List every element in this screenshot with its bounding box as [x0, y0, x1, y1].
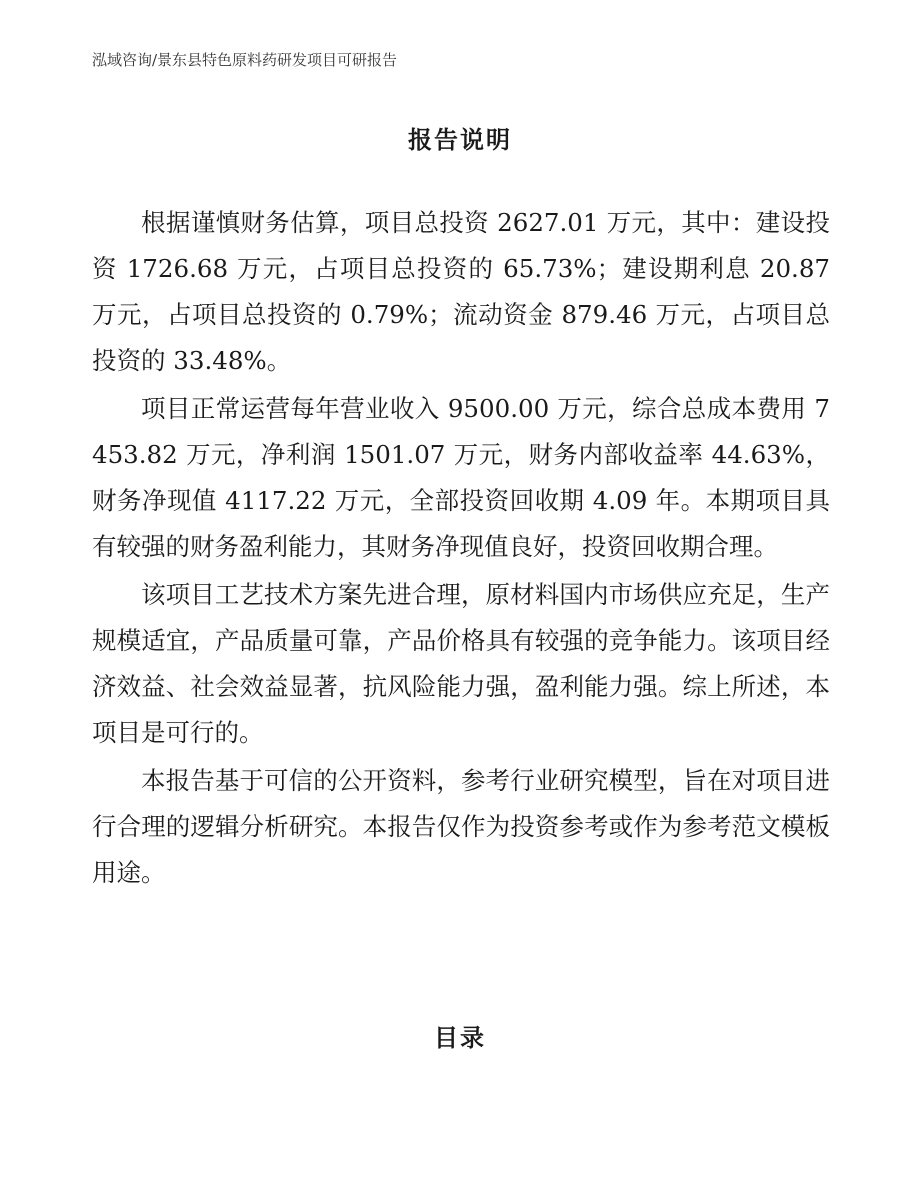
paragraph-disclaimer: 本报告基于可信的公开资料，参考行业研究模型，旨在对项目进行合理的逻辑分析研究。本报告仅作为投资参考或作为参考范文模板用途。 — [92, 766, 830, 887]
page-title: 报告说明 — [408, 126, 512, 154]
paragraph-investment: 根据谨慎财务估算，项目总投资 2627.01 万元，其中：建设投资 1726.68 万元，占项目总投资的 65.73%；建设期利息 20.87 万元，占项目总投资的 0.79%；流动资金 879.46 万元，占项目总投资的 33.48%。 — [92, 208, 830, 375]
toc-heading: 目录 — [434, 1024, 486, 1052]
document-header: 泓域咨询/景东县特色原料药研发项目可研报告 — [92, 51, 398, 69]
paragraph-feasibility: 该项目工艺技术方案先进合理，原材料国内市场供应充足，生产规模适宜，产品质量可靠，产品价格具有较强的竞争能力。该项目经济效益、社会效益显著，抗风险能力强，盈利能力强。综上所述，本项目是可行的。 — [92, 580, 830, 747]
report-body — [92, 200, 830, 896]
paragraph-financials: 项目正常运营每年营业收入 9500.00 万元，综合总成本费用 7453.82 万元，净利润 1501.07 万元，财务内部收益率 44.63%，财务净现值 4117.22 万元，全部投资回收期 4.09 年。本期项目具有较强的财务盈利能力，其财务净现值良好，投资回收期合理。 — [92, 394, 830, 561]
